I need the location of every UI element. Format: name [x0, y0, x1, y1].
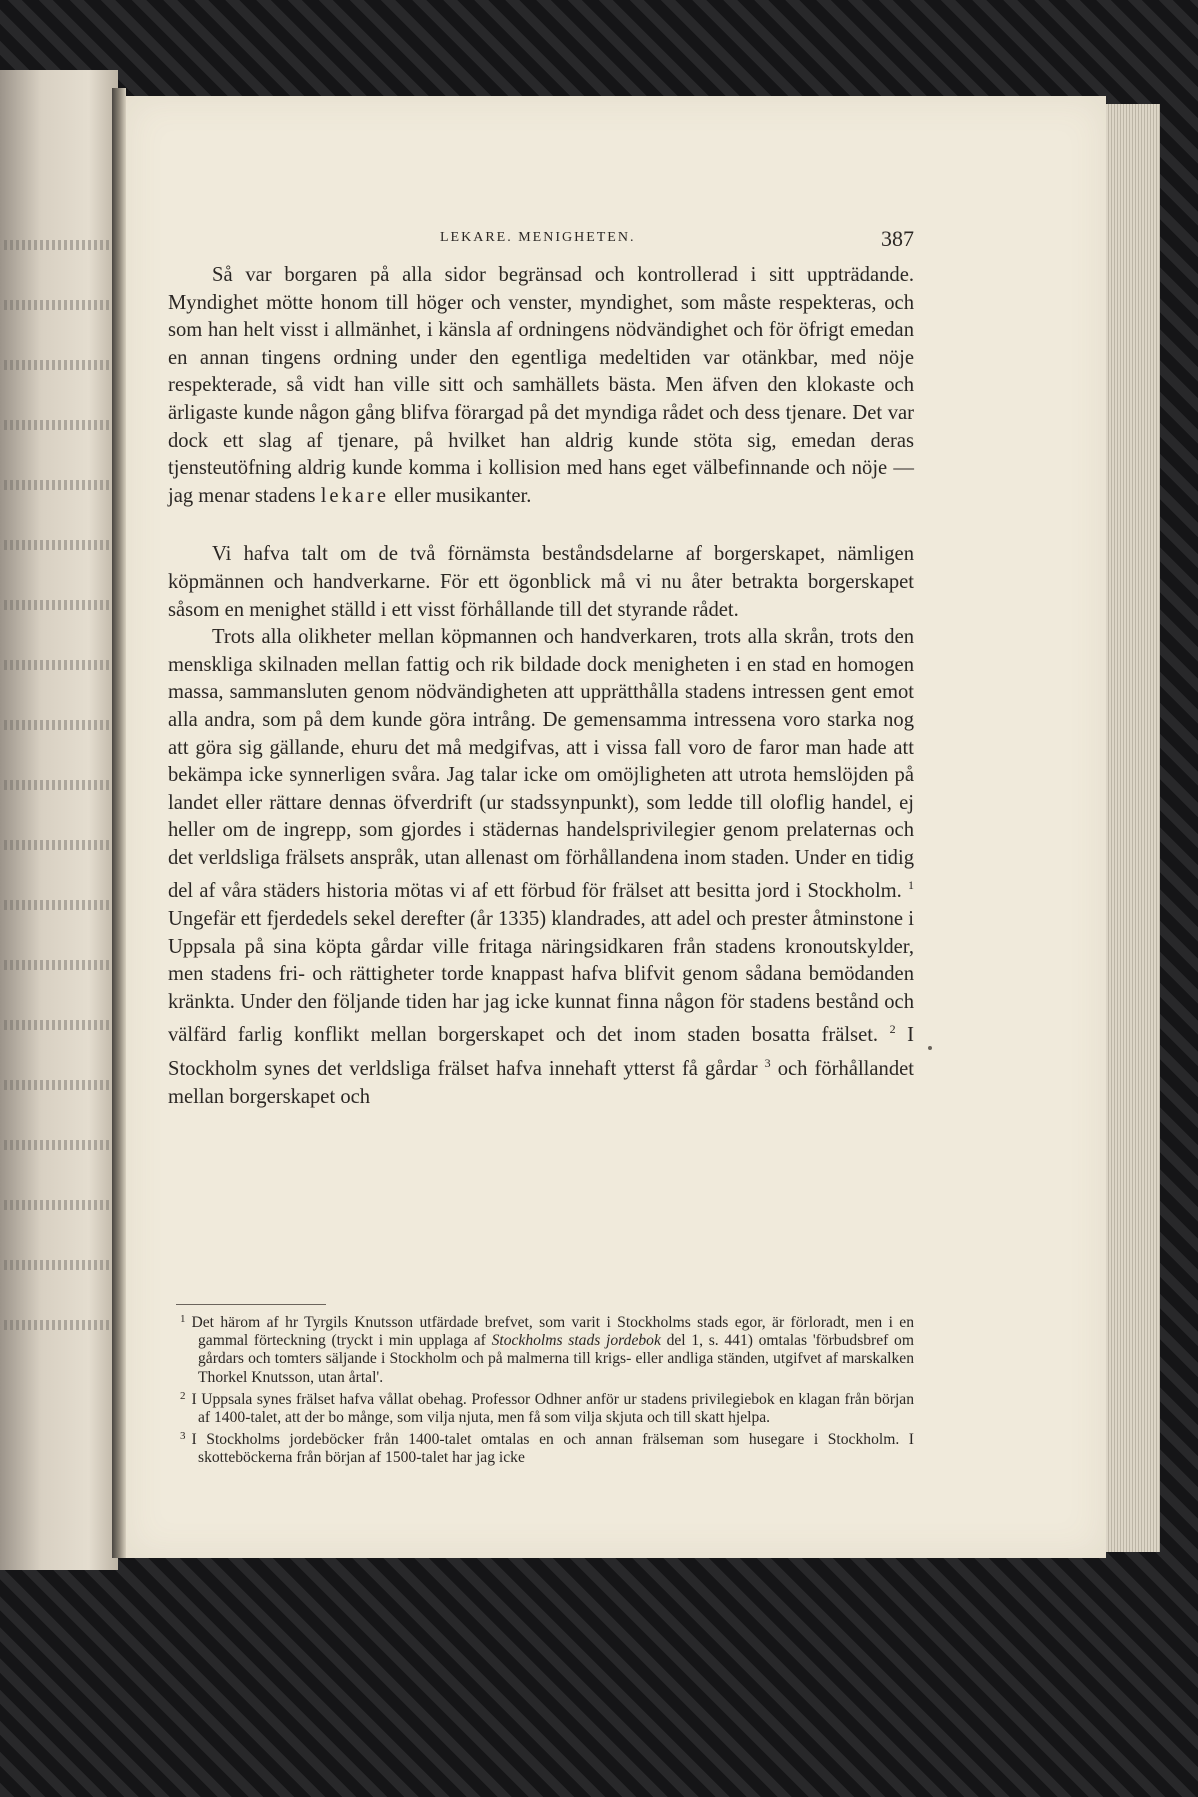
footnote-ref-3: 3	[764, 1056, 771, 1071]
facing-page-text-bleed	[4, 840, 112, 850]
facing-page-text-bleed	[4, 900, 112, 910]
facing-page-text-bleed	[4, 360, 112, 370]
footnote-ref-2: 2	[889, 1022, 896, 1037]
footnote-1: $^1$ Det härom af hr Tyrgils Knutsson utfärdade brefvet, som varit i Stockholms stads egor, är förloradt, men i en gammal förteckning (tryckt i min upplaga af Stockholms stads jordebok del 1, s. 441) omtalas 'förbudsbref om gårdars och tomters säljande i Stockholm och på malmerna till krigs- eller andliga ständen, utgifvet af marskalken Thorkel Knutsson, utan årtal'.	[180, 1313, 914, 1386]
facing-page-text-bleed	[4, 300, 112, 310]
facing-page-text-bleed	[4, 240, 112, 250]
facing-page-text-bleed	[4, 1320, 112, 1330]
footnote-rule	[176, 1304, 326, 1305]
footnotes	[168, 1310, 914, 1468]
facing-page-text-bleed	[4, 720, 112, 730]
facing-page-text-bleed	[4, 1260, 112, 1270]
facing-page-text-bleed	[4, 420, 112, 430]
emphasis-lekare: lekare	[320, 484, 390, 507]
running-header	[440, 226, 914, 256]
page-stack-edges	[1100, 104, 1160, 1552]
facing-page-text-bleed	[4, 780, 112, 790]
paragraph-3: Trots alla olikheter mellan köpmannen och handverkaren, trots alla skrån, trots den menskliga skilnaden mellan fattig och rik bildade dock menigheten i en stad en homogen massa, sammansluten genom nödvändigheten att upprätthålla stadens intressen gent emot alla andra, som på dem kunde göra intrång. De gemensamma intressena voro starka nog att göra sig gällande, ehuru det må medgifvas, att i vissa fall voro de faror man hade att bekämpa icke synnerligen svåra. Jag talar icke om omöjligheten att utrota hemslöjden på landet eller rättare dennas öfverdrift (ur stadssynpunkt), som ledde till oloflig handel, ej heller om de ingrepp, som gjordes i städernas handelsprivilegier genom prelaternas och det verldsliga frälsets anspråk, utan allenast om förhållandena inom staden. Under en tidig del af våra städers historia mötas vi af ett förbud för frälset att besitta jord i Stockholm. $^1$ Ungefär ett fjerdedels sekel derefter (år 1335) klandrades, att adel och prester åtminstone i Uppsala på sina köpta gårdar ville fritaga näringsidkaren från stadens kronoutskylder, men stadens fri- och rättigheter torde knappast hafva blifvit genom sådana bemödanden kränkta. Under den följande tiden har jag icke kunnat finna någon för stadens bestånd och välfärd farlig konflikt mellan borgerskapet och det inom staden bosatta frälset. $^2$ I Stockholm synes det verldsliga frälset hafva innehaft ytterst få gårdar $^3$ och förhållandet mellan borgerskapet och	[168, 626, 915, 1108]
running-title: LEKARE. MENIGHETEN.	[440, 230, 636, 245]
facing-page-text-bleed	[4, 660, 112, 670]
facing-page-text-bleed	[4, 1080, 112, 1090]
facing-page-edge	[0, 70, 118, 1570]
facing-page-text-bleed	[4, 1020, 112, 1030]
paragraph-2: Vi hafva talt om de två förnämsta beståndsdelarne af borgerskapet, nämligen köpmännen och handverkarne. För ett ögonblick må vi nu åter betrakta borgerskapet såsom en menighet ställd i ett visst förhållande till det styrande rådet.	[168, 543, 914, 621]
book-gutter	[112, 88, 126, 1558]
footnote-ref-1: 1	[908, 878, 914, 893]
facing-page-text-bleed	[4, 1200, 112, 1210]
margin-mark	[928, 1046, 932, 1050]
facing-page-text-bleed	[4, 600, 112, 610]
page-number: 387	[881, 226, 914, 251]
facing-page-text-bleed	[4, 1140, 112, 1150]
facing-page-text-bleed	[4, 540, 112, 550]
facing-page-text-bleed	[4, 480, 112, 490]
footnote-2: $^2$ I Uppsala synes frälset hafva vållat obehag. Professor Odhner anför ur stadens privilegiebok en klagan från början af 1400-talet, att der bo månge, som vilja njuta, men få som vilja skjuta och till skatt hjelpa.	[180, 1389, 914, 1427]
facing-page-text-bleed	[4, 960, 112, 970]
paragraph-1: Så var borgaren på alla sidor begränsad och kontrollerad i sitt uppträdande. Myndighet mötte honom till höger och venster, myndighet, som måste respekteras, och som han helt visst i allmänhet, i känsla af ordningens nödvändighet och för öfrigt emedan en annan tingens ordning under den egentliga medeltiden var otänkbar, med nöje respekterade, så vidt han ville sitt och samhällets bästa. Men äfven den klokaste och ärligaste kunde någon gång blifva förargad på det myndiga rådet och dess tjenare. Det var dock ett slag af tjenare, på hvilket han aldrig kunde stöta sig, emedan deras tjensteutöfning aldrig kunde komma i kollision med hans eget välbefinnande och nöje — jag menar stadens lekare eller musikanter.	[168, 264, 914, 507]
footnote-3: $^3$ I Stockholms jordeböcker från 1400-talet omtalas en och annan frälseman som husegare i Stockholm. I skotteböckerna från början af 1500-talet har jag icke	[180, 1430, 914, 1467]
body-text	[168, 262, 914, 1111]
